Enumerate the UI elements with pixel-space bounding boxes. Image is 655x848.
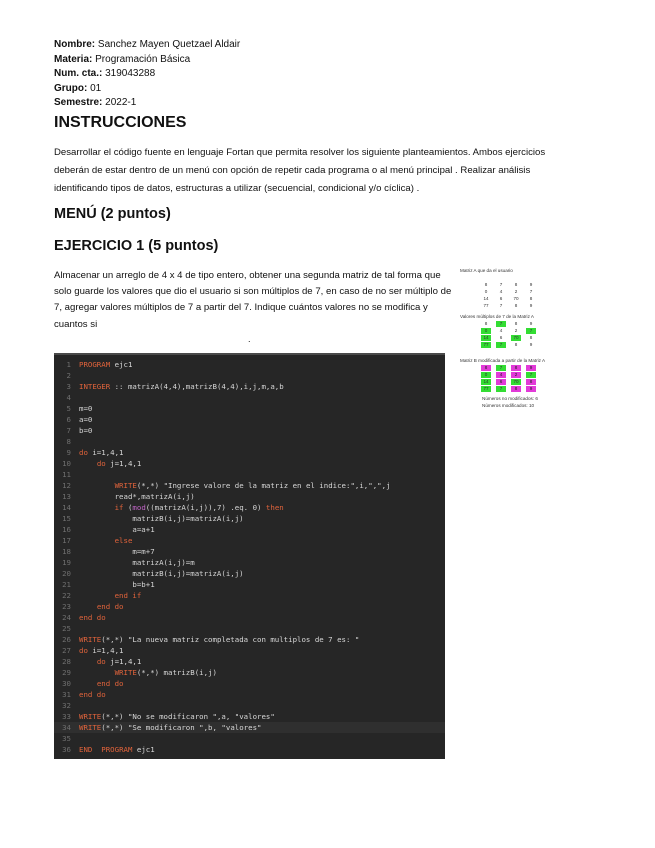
matrix-cell: 8	[481, 365, 491, 371]
code-text: matrizB(i,j)=matrizA(i,j)	[79, 514, 244, 523]
code-line	[54, 403, 445, 414]
code-line	[54, 381, 445, 392]
stray-dot: .	[248, 334, 251, 344]
code-text: PROGRAM ejc1	[79, 360, 133, 369]
matrix-cell: 8	[529, 296, 533, 301]
matrix-cell: 70	[511, 379, 521, 385]
instrucciones-paragraph: Desarrollar el código fuente en lenguaje Fortan que permita resolver los siguiente planteamientos. Ambos ejercicios deberán de estar dentro de un menú con opción de repetir cada programa o al menú principal . Realizar análisis identificando tipos de datos, estructuras a utilizar (secuencial, condicional y/o cíclica) .	[54, 147, 546, 194]
code-text: end do	[96, 602, 124, 611]
line-number: 7	[66, 426, 71, 435]
line-number: 26	[62, 635, 71, 644]
code-text: do i=1,4,1	[79, 646, 124, 655]
code-text: m=0	[79, 404, 93, 413]
matrix-cell: 9	[529, 342, 533, 347]
count-unmodified: Números no modificados: 6	[482, 396, 538, 401]
code-text: read*,matrizA(i,j)	[79, 492, 195, 501]
code-line	[54, 414, 445, 425]
matrix-cell: 9	[529, 303, 533, 308]
matrix-cell: 0	[484, 289, 488, 294]
matrix-cell: 7	[496, 365, 506, 371]
line-number: 34	[62, 723, 71, 732]
line-number: 12	[62, 481, 71, 490]
code-text: WRITE(*,*) "Se modificaron ",b, "valores"	[79, 723, 262, 732]
code-text: end do	[79, 690, 106, 699]
code-text: else	[114, 536, 133, 545]
matrix-cell: 7	[529, 289, 533, 294]
code-line	[54, 425, 445, 436]
matrix-cell: 70	[511, 335, 521, 341]
instrucciones-heading: INSTRUCCIONES	[54, 114, 187, 131]
line-number: 29	[62, 668, 71, 677]
line-number: 32	[62, 701, 71, 710]
matrix-cell: 2	[514, 289, 518, 294]
line-number: 10	[62, 459, 71, 468]
caption-matrix-b: Matriz B modificada a partir de la Matriz A	[460, 358, 546, 363]
code-line	[54, 656, 445, 667]
code-line	[54, 612, 445, 623]
ejercicio-heading: EJERCICIO 1 (5 puntos)	[54, 238, 219, 254]
matrix-cell: 8	[511, 365, 521, 371]
matrix-cell: 6	[499, 335, 503, 340]
matrix-cell: 9	[526, 386, 536, 392]
matrix-cell: 2	[511, 372, 521, 378]
code-line	[54, 744, 445, 755]
matrix-cell: 77	[481, 342, 491, 348]
line-number: 25	[62, 624, 71, 633]
matrix-cell: 6	[499, 296, 503, 301]
matrix-cell: 7	[499, 282, 503, 287]
matrix-cell: 14	[483, 296, 489, 301]
code-line	[54, 634, 445, 645]
ejercicio-paragraph: Almacenar un arreglo de 4 x 4 de tipo entero, obtener una segunda matriz de tal forma que solo guarde los valores que dio el usuario si son múltiplos de 7, en caso de no ser múltiplo de 7, agregar valores múltiplos de 7 a partir del 7. Indique cuántos valores no se modifica y cuantos si	[54, 270, 452, 330]
code-line	[54, 502, 445, 513]
code-editor-screenshot	[54, 353, 445, 759]
matrix-cell: 70	[513, 296, 519, 301]
materia-line: Materia: Programación Básica	[54, 53, 191, 65]
code-text: a=0	[79, 415, 93, 424]
matrix-cell: 8	[514, 282, 518, 287]
caption-multiples: Valores múltiplos de 7 de la Matriz A	[460, 314, 534, 319]
line-number: 24	[62, 613, 71, 622]
matrix-cell: 7	[499, 303, 503, 308]
code-line	[54, 370, 445, 381]
matrix-cell: 77	[481, 386, 491, 392]
code-line	[54, 678, 445, 689]
line-number: 20	[62, 569, 71, 578]
code-text: end do	[96, 679, 124, 688]
cuenta-line: Num. cta.: 319043288	[54, 68, 156, 80]
line-number: 8	[66, 437, 71, 446]
matrix-cell: 8	[514, 321, 518, 326]
code-line	[54, 436, 445, 447]
line-number: 30	[62, 679, 71, 688]
code-line	[54, 700, 445, 711]
code-line	[54, 590, 445, 601]
line-number: 33	[62, 712, 71, 721]
matrix-cell: 14	[481, 379, 491, 385]
code-text: do j=1,4,1	[96, 459, 142, 468]
code-text: m=m+7	[79, 547, 155, 556]
code-line	[54, 722, 445, 733]
code-line	[54, 568, 445, 579]
code-line	[54, 480, 445, 491]
matrix-cell: 8	[514, 303, 518, 308]
matrix-cell: 8	[529, 335, 533, 340]
code-text: matrizB(i,j)=matrizA(i,j)	[79, 569, 244, 578]
code-text: a=a+1	[79, 525, 155, 534]
nombre-line: Nombre: Sanchez Mayen Quetzael Aldair	[54, 39, 241, 50]
code-line	[54, 711, 445, 722]
code-line	[54, 667, 445, 678]
line-number: 18	[62, 547, 71, 556]
code-text: INTEGER :: matrizA(4,4),matrizB(4,4),i,j,m,a,b	[79, 382, 284, 391]
line-number: 21	[62, 580, 71, 589]
code-line	[54, 645, 445, 656]
code-text: WRITE(*,*) "La nueva matriz completada con multiplos de 7 es: "	[79, 635, 360, 644]
line-number: 27	[62, 646, 71, 655]
code-line	[54, 524, 445, 535]
matrix-cell: 77	[483, 303, 489, 308]
semestre-line: Semestre: 2022-1	[54, 97, 137, 109]
count-modified: Números modificados: 10	[482, 403, 535, 408]
code-text: if (mod((matrizA(i,j)),7) .eq. 0) then	[114, 503, 284, 512]
line-number: 13	[62, 492, 71, 501]
line-number: 3	[66, 382, 71, 391]
code-text: do i=1,4,1	[79, 448, 124, 457]
matrix-cell: 14	[481, 335, 491, 341]
matrix-cell: 0	[481, 328, 491, 334]
line-number: 16	[62, 525, 71, 534]
line-number: 1	[66, 360, 71, 369]
matrix-cell: 9	[529, 321, 533, 326]
code-text: WRITE(*,*) "Ingrese valore de la matriz en el indice:",i,",",j	[114, 481, 391, 490]
line-number: 2	[66, 371, 71, 380]
matrix-cell: 0	[481, 372, 491, 378]
matrix-cell: 8	[526, 379, 536, 385]
line-number: 19	[62, 558, 71, 567]
code-line	[54, 491, 445, 502]
matrix-cell: 6	[496, 379, 506, 385]
code-line	[54, 557, 445, 568]
line-number: 23	[62, 602, 71, 611]
line-number: 4	[66, 393, 71, 402]
matrix-cell: 8	[484, 321, 488, 326]
line-number: 35	[62, 734, 71, 743]
matrix-cell: 7	[496, 386, 506, 392]
code-line	[54, 392, 445, 403]
code-text: do j=1,4,1	[96, 657, 142, 666]
matrix-cell: 4	[499, 328, 503, 333]
line-number: 11	[62, 470, 71, 479]
code-text: end if	[114, 591, 142, 600]
code-line	[54, 469, 445, 480]
code-text: end do	[79, 613, 106, 622]
line-number: 15	[62, 514, 71, 523]
matrix-cell: 9	[529, 282, 533, 287]
code-line	[54, 359, 445, 370]
caption-matrix-a: Matriz A que da el usuario	[460, 268, 513, 273]
code-line	[54, 535, 445, 546]
code-line	[54, 546, 445, 557]
matrix-cell: 7	[526, 372, 536, 378]
line-number: 5	[66, 404, 71, 413]
matrix-cell: 7	[526, 328, 536, 334]
menu-heading: MENÚ (2 puntos)	[54, 206, 171, 222]
code-line	[54, 458, 445, 469]
matrix-cell: 4	[496, 372, 506, 378]
code-text: END PROGRAM ejc1	[79, 745, 155, 754]
matrix-cell: 8	[511, 386, 521, 392]
code-line	[54, 733, 445, 744]
code-text: matrizA(i,j)=m	[79, 558, 195, 567]
line-number: 6	[66, 415, 71, 424]
matrix-cell: 7	[496, 342, 506, 348]
code-text: WRITE(*,*) matrizB(i,j)	[114, 668, 217, 677]
code-line	[54, 623, 445, 634]
code-line	[54, 447, 445, 458]
code-line	[54, 689, 445, 700]
matrix-cell: 9	[526, 365, 536, 371]
code-text: b=0	[79, 426, 93, 435]
student-info	[54, 38, 240, 111]
code-line	[54, 579, 445, 590]
code-text: WRITE(*,*) "No se modificaron ",a, "valores"	[79, 712, 275, 721]
line-number: 28	[62, 657, 71, 666]
matrix-cell: 8	[484, 282, 488, 287]
code-line	[54, 601, 445, 612]
line-number: 17	[62, 536, 71, 545]
matrix-cell: 8	[514, 342, 518, 347]
code-line	[54, 513, 445, 524]
line-number: 36	[62, 745, 71, 754]
grupo-line: Grupo: 01	[54, 82, 102, 94]
code-text: b=b+1	[79, 580, 155, 589]
line-number: 22	[62, 591, 71, 600]
matrix-cell: 2	[514, 328, 518, 333]
matrix-cell: 7	[496, 321, 506, 327]
matrix-cell: 4	[499, 289, 503, 294]
line-number: 31	[62, 690, 71, 699]
line-number: 14	[62, 503, 71, 512]
line-number: 9	[66, 448, 71, 457]
